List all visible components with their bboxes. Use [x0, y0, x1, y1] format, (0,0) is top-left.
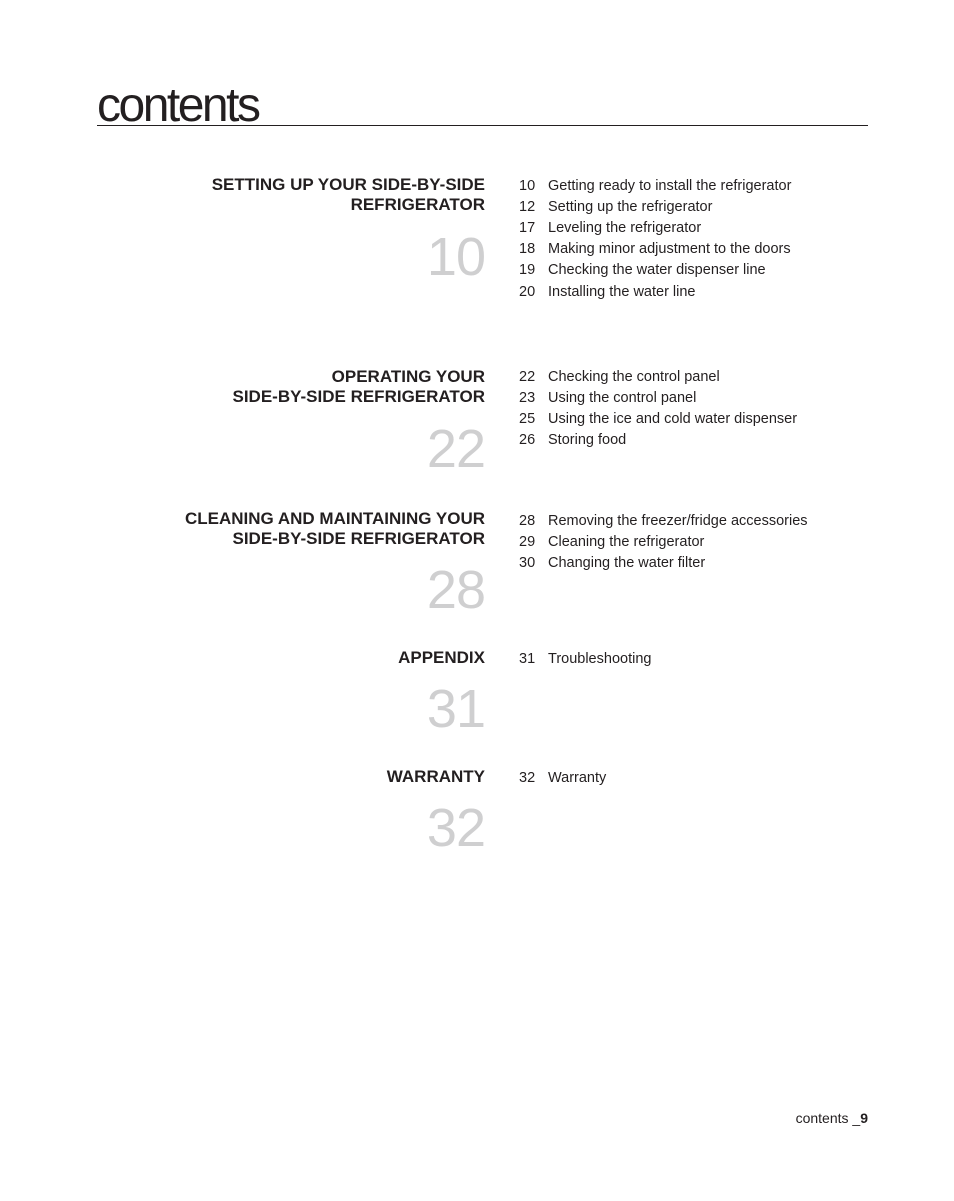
section-heading	[105, 767, 485, 787]
toc-item[interactable]	[519, 217, 791, 238]
toc-item-page: 22	[519, 368, 536, 385]
toc-item-page: 19	[519, 262, 536, 279]
section-heading	[105, 175, 485, 215]
toc-item[interactable]	[519, 408, 797, 429]
section-heading-line: REFRIGERATOR	[350, 195, 485, 214]
toc-item-text: Warranty	[548, 769, 607, 786]
toc-item-text: Installing the water line	[548, 283, 696, 300]
title-underline	[97, 125, 868, 126]
section-heading-line: SETTING UP YOUR SIDE-BY-SIDE	[211, 175, 485, 194]
toc-item-page: 23	[519, 389, 536, 406]
toc-item-text: Cleaning the refrigerator	[548, 533, 705, 550]
section-heading-line: APPENDIX	[398, 648, 485, 667]
toc-item-page: 20	[519, 283, 536, 300]
toc-item-text: Leveling the refrigerator	[548, 219, 702, 236]
toc-item[interactable]	[519, 510, 808, 531]
toc-item-list	[519, 510, 808, 574]
toc-item-text: Using the control panel	[548, 389, 697, 406]
section-heading-line: WARRANTY	[386, 767, 485, 786]
section-start-page: 10	[426, 227, 485, 287]
toc-item-text: Getting ready to install the refrigerator	[548, 177, 792, 194]
footer-label: contents _	[795, 1110, 861, 1126]
toc-item[interactable]	[519, 430, 797, 451]
toc-item[interactable]	[519, 387, 797, 408]
toc-item-page: 10	[519, 177, 536, 194]
toc-item-text: Storing food	[548, 432, 627, 449]
toc-item-page: 29	[519, 533, 536, 550]
toc-item-text: Making minor adjustment to the doors	[548, 241, 791, 258]
section-heading	[105, 509, 485, 549]
toc-item[interactable]	[519, 648, 651, 669]
page-title: contents	[97, 79, 259, 132]
section-heading	[105, 367, 485, 407]
toc-item-page: 32	[519, 769, 536, 786]
footer-page-number: 9	[860, 1110, 868, 1126]
section-start-page: 28	[426, 560, 485, 620]
toc-item-list	[519, 366, 797, 451]
toc-item[interactable]	[519, 260, 791, 281]
toc-item-page: 31	[519, 650, 536, 667]
section-heading-line: SIDE-BY-SIDE REFRIGERATOR	[232, 387, 485, 406]
toc-item-page: 17	[519, 219, 536, 236]
toc-item-text: Setting up the refrigerator	[548, 198, 713, 215]
section-heading	[105, 648, 485, 668]
page-footer	[796, 1110, 868, 1126]
toc-item-text: Removing the freezer/fridge accessories	[548, 512, 808, 529]
toc-item[interactable]	[519, 196, 791, 217]
section-start-page: 22	[426, 419, 485, 479]
toc-item-page: 28	[519, 512, 536, 529]
section-heading-line: SIDE-BY-SIDE REFRIGERATOR	[232, 529, 485, 548]
toc-item[interactable]	[519, 175, 791, 196]
toc-item[interactable]	[519, 281, 791, 302]
toc-item-page: 12	[519, 198, 536, 215]
toc-item-list	[519, 648, 651, 669]
toc-item-page: 18	[519, 241, 536, 258]
section-start-page: 32	[426, 798, 485, 858]
toc-item-list	[519, 175, 791, 302]
toc-item[interactable]	[519, 366, 797, 387]
toc-item-page: 25	[519, 410, 536, 427]
section-heading-line: OPERATING YOUR	[331, 367, 485, 386]
section-start-page: 31	[426, 679, 485, 739]
toc-item[interactable]	[519, 531, 808, 552]
toc-item-text: Checking the water dispenser line	[548, 262, 766, 279]
toc-item[interactable]	[519, 552, 808, 573]
toc-item-page: 30	[519, 554, 536, 571]
section-heading-line: CLEANING AND MAINTAINING YOUR	[184, 509, 485, 528]
toc-item[interactable]	[519, 767, 606, 788]
toc-item-text: Using the ice and cold water dispenser	[548, 410, 798, 427]
toc-item-page: 26	[519, 432, 536, 449]
toc-item-text: Checking the control panel	[548, 368, 720, 385]
toc-item[interactable]	[519, 239, 791, 260]
toc-item-text: Changing the water filter	[548, 554, 706, 571]
toc-item-list	[519, 767, 606, 788]
toc-item-text: Troubleshooting	[548, 650, 652, 667]
